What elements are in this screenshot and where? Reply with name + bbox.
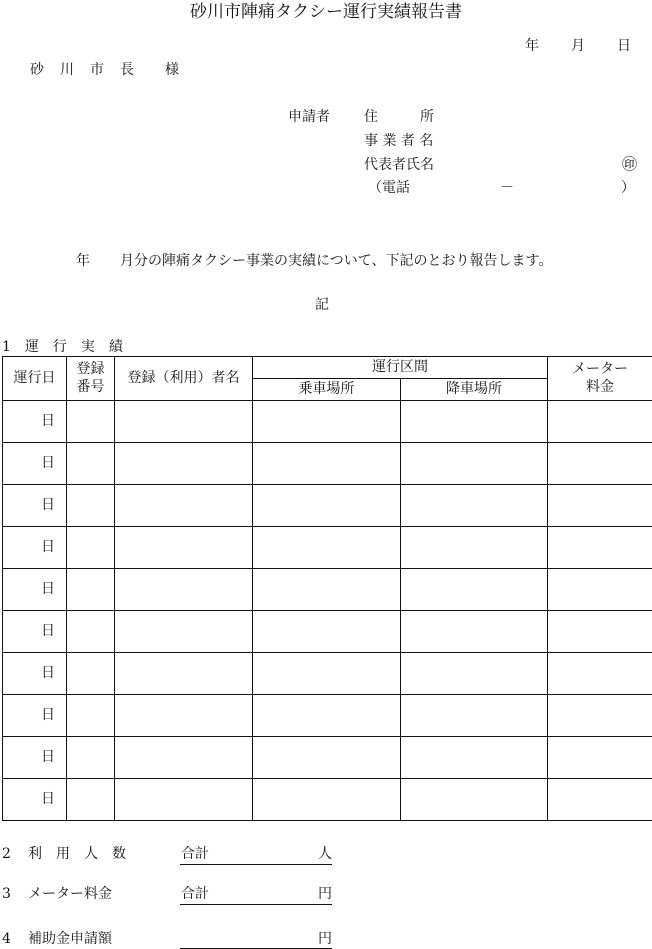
representative-name-label: 代表者氏名: [364, 157, 434, 173]
section4-unit: 円: [318, 931, 332, 947]
cell-boarding-place: [253, 611, 401, 653]
cell-alighting-place: [401, 737, 548, 779]
section4-number: 4: [2, 931, 11, 947]
table-header-row: [3, 357, 652, 379]
section3-label: メーター料金: [28, 886, 112, 902]
cell-date: 日: [3, 443, 67, 485]
table-row: [3, 485, 652, 527]
cell-alighting-place: [401, 485, 548, 527]
cell-registration-number: [67, 611, 115, 653]
section2-label: 利 用 人 数: [28, 846, 126, 862]
table-row: [3, 443, 652, 485]
cell-boarding-place: [253, 569, 401, 611]
section2-unit: 人: [318, 846, 332, 862]
section3-unit: 円: [318, 886, 332, 902]
cell-date: 日: [3, 527, 67, 569]
cell-meter-fare: [548, 485, 652, 527]
cell-alighting-place: [401, 443, 548, 485]
table-row: [3, 737, 652, 779]
phone-close: ）: [621, 180, 635, 196]
business-name-label: 事 業 者 名: [364, 133, 434, 149]
cell-alighting-place: [401, 569, 548, 611]
intro-text: 月分の陣痛タクシー事業の実績について、下記のとおり報告します。: [120, 253, 553, 269]
table-row: [3, 779, 652, 821]
cell-date: 日: [3, 653, 67, 695]
cell-date: 日: [3, 569, 67, 611]
date-day-label: 日: [617, 38, 631, 54]
cell-user-name: [115, 443, 253, 485]
cell-meter-fare: [548, 653, 652, 695]
cell-boarding-place: [253, 485, 401, 527]
cell-meter-fare: [548, 611, 652, 653]
cell-registration-number: [67, 401, 115, 443]
cell-registration-number: [67, 695, 115, 737]
cell-user-name: [115, 737, 253, 779]
header-boarding-place: 乗車場所: [253, 379, 401, 401]
header-meter-fare-line1: メーター: [572, 361, 628, 377]
table-row: [3, 695, 652, 737]
section2-underline: [180, 864, 332, 865]
addressee-name: 砂 川 市 長: [30, 62, 135, 78]
table-row: [3, 611, 652, 653]
cell-user-name: [115, 401, 253, 443]
cell-boarding-place: [253, 737, 401, 779]
header-registration-number-line1: 登録: [76, 361, 105, 377]
cell-user-name: [115, 527, 253, 569]
header-user-name: 登録（利用）者名: [115, 357, 253, 401]
cell-boarding-place: [253, 653, 401, 695]
address-label: 住 所: [364, 109, 434, 125]
cell-alighting-place: [401, 611, 548, 653]
cell-date: 日: [3, 485, 67, 527]
section1-heading: 1 運 行 実 績: [2, 339, 123, 355]
phone-label: （電話: [368, 180, 410, 196]
header-alighting-place: 降車場所: [401, 379, 548, 401]
table-row: [3, 653, 652, 695]
cell-date: 日: [3, 737, 67, 779]
date-month-label: 月: [571, 38, 585, 54]
cell-registration-number: [67, 569, 115, 611]
table-row: [3, 527, 652, 569]
date-year-label: 年: [525, 38, 539, 54]
cell-date: 日: [3, 695, 67, 737]
cell-meter-fare: [548, 779, 652, 821]
cell-meter-fare: [548, 443, 652, 485]
table-row: [3, 569, 652, 611]
header-operation-date: 運行日: [3, 357, 67, 401]
cell-alighting-place: [401, 695, 548, 737]
operation-record-table: [2, 356, 652, 821]
cell-boarding-place: [253, 695, 401, 737]
cell-date: 日: [3, 401, 67, 443]
cell-meter-fare: [548, 737, 652, 779]
cell-meter-fare: [548, 695, 652, 737]
section3-underline: [180, 904, 332, 905]
cell-user-name: [115, 779, 253, 821]
document-title: 砂川市陣痛タクシー運行実績報告書: [190, 2, 462, 22]
cell-meter-fare: [548, 569, 652, 611]
cell-date: 日: [3, 611, 67, 653]
section2-number: 2: [2, 846, 11, 862]
addressee-honorific: 様: [165, 62, 179, 78]
header-meter-fare: [548, 357, 652, 401]
cell-alighting-place: [401, 401, 548, 443]
cell-registration-number: [67, 653, 115, 695]
cell-boarding-place: [253, 443, 401, 485]
seal-mark: ㊞: [622, 155, 638, 173]
header-registration-number: [67, 357, 115, 401]
table-row: [3, 401, 652, 443]
phone-dash: －: [500, 180, 514, 196]
cell-registration-number: [67, 485, 115, 527]
header-registration-number-line2: 番号: [76, 378, 105, 395]
cell-meter-fare: [548, 527, 652, 569]
cell-meter-fare: [548, 401, 652, 443]
cell-registration-number: [67, 443, 115, 485]
cell-boarding-place: [253, 779, 401, 821]
cell-user-name: [115, 569, 253, 611]
cell-user-name: [115, 653, 253, 695]
section3-total-label: 合計: [181, 886, 209, 902]
ki-heading: 記: [315, 297, 329, 313]
section3-number: 3: [2, 886, 11, 902]
cell-alighting-place: [401, 527, 548, 569]
applicant-label: 申請者: [288, 109, 330, 125]
cell-alighting-place: [401, 653, 548, 695]
section4-label: 補助金申請額: [28, 931, 112, 947]
table-body: [3, 401, 652, 821]
cell-registration-number: [67, 779, 115, 821]
header-route-section: 運行区間: [253, 357, 548, 379]
cell-registration-number: [67, 527, 115, 569]
cell-alighting-place: [401, 779, 548, 821]
cell-user-name: [115, 695, 253, 737]
section2-total-label: 合計: [181, 846, 209, 862]
intro-year: 年: [76, 253, 90, 269]
cell-registration-number: [67, 737, 115, 779]
cell-user-name: [115, 485, 253, 527]
cell-date: 日: [3, 779, 67, 821]
cell-boarding-place: [253, 401, 401, 443]
header-meter-fare-line2: 料金: [586, 378, 614, 395]
cell-user-name: [115, 611, 253, 653]
cell-boarding-place: [253, 527, 401, 569]
